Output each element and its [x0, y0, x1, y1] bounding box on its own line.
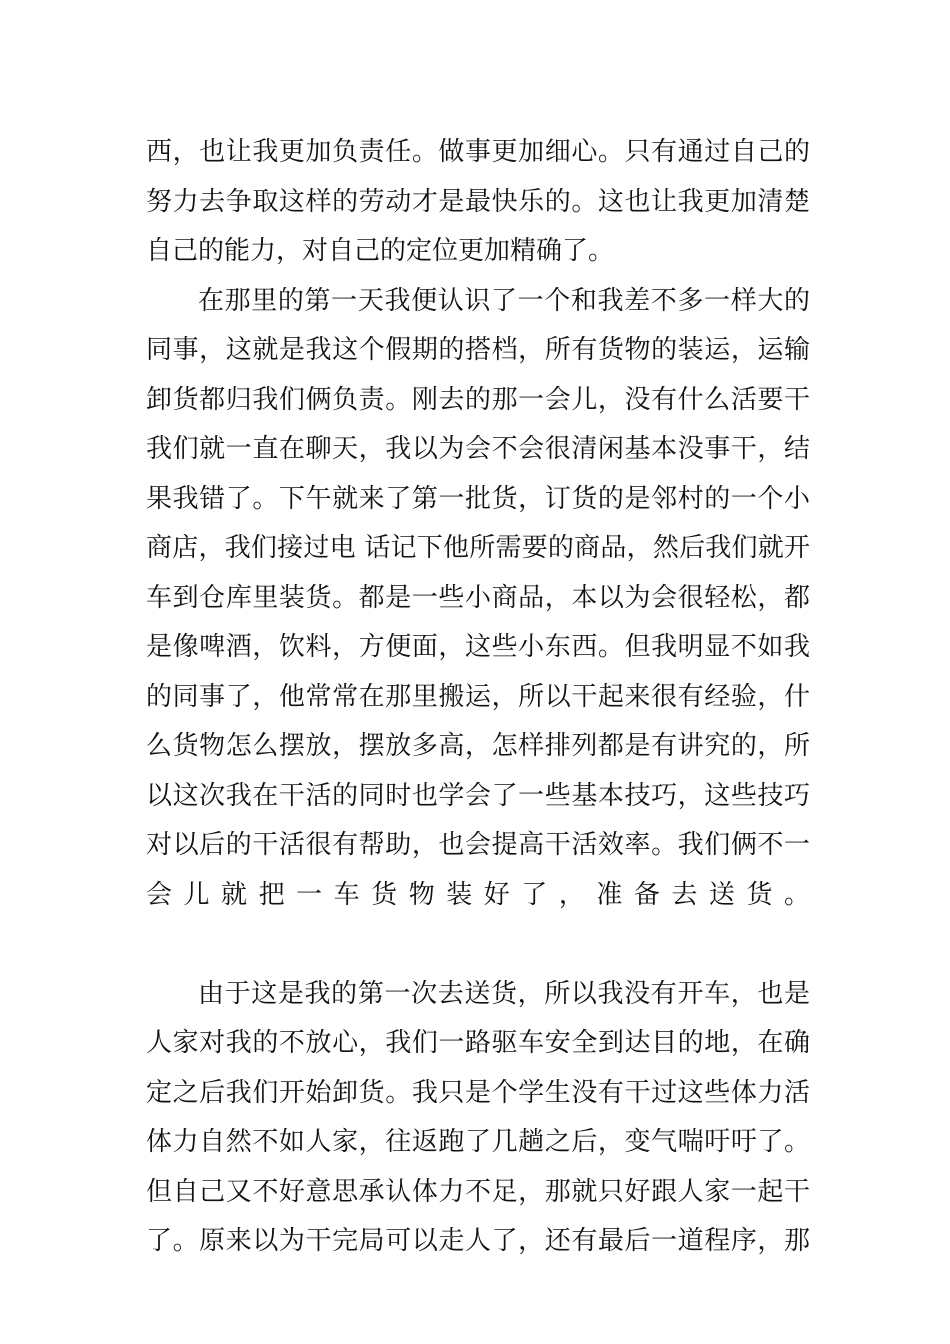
paragraph-3 — [146, 970, 810, 1267]
text-line: 会儿就把一车货物装好了，准备去送货。 — [146, 879, 810, 910]
text-line: 我们就一直在聊天，我以为会不会很清闲基本没事干，结 — [146, 434, 810, 464]
text-line: 自己的能力，对自己的定位更加精确了。 — [146, 236, 615, 266]
text-line: 车到仓库里装货。都是一些小商品，本以为会很轻松，都 — [146, 582, 810, 613]
text-line: 但自己又不好意思承认体力不足，那就只好跟人家一起干 — [146, 1176, 810, 1207]
text-line: 由于这是我的第一次去送货，所以我没有开车，也是 — [198, 978, 810, 1009]
text-line: 同事，这就是我这个假期的搭档，所有货物的装运，运输 — [146, 335, 810, 365]
text-line: 的同事了，他常常在那里搬运，所以干起来很有经验，什 — [146, 681, 810, 712]
text-line: 卸货都归我们俩负责。刚去的那一会儿，没有什么活要干 — [146, 384, 810, 415]
text-line — [146, 920, 810, 970]
paragraph-2 — [146, 277, 810, 970]
text-line: 果我错了。下午就来了第一批货，订货的是邻村的一个小 — [146, 483, 810, 514]
text-line: 体力自然不如人家，往返跑了几趟之后，变气喘吁吁了。 — [146, 1127, 810, 1157]
text-line: 定之后我们开始卸货。我只是个学生没有干过这些体力活 — [146, 1077, 810, 1108]
text-line: 西，也让我更加负责任。做事更加细心。只有通过自己的 — [146, 137, 810, 167]
paragraph-1 — [146, 128, 810, 277]
text-line: 商店，我们接过电 话记下他所需要的商品，然后我们就开 — [146, 533, 810, 563]
text-line: 是像啤酒，饮料，方便面，这些小东西。但我明显不如我 — [146, 632, 810, 662]
text-line: 以这次我在干活的同时也学会了一些基本技巧，这些技巧 — [146, 780, 810, 811]
text-line: 人家对我的不放心，我们一路驱车安全到达目的地，在确 — [146, 1028, 810, 1058]
text-line: 了。原来以为干完局可以走人了，还有最后一道程序，那 — [146, 1226, 810, 1256]
document-body — [146, 128, 810, 1267]
text-line: 对以后的干活很有帮助，也会提高干活效率。我们俩不一 — [146, 830, 810, 860]
text-line: 在那里的第一天我便认识了一个和我差不多一样大的 — [198, 285, 810, 316]
text-line: 努力去争取这样的劳动才是最快乐的。这也让我更加清楚 — [146, 186, 810, 217]
text-line: 么货物怎么摆放，摆放多高，怎样排列都是有讲究的，所 — [146, 731, 810, 761]
